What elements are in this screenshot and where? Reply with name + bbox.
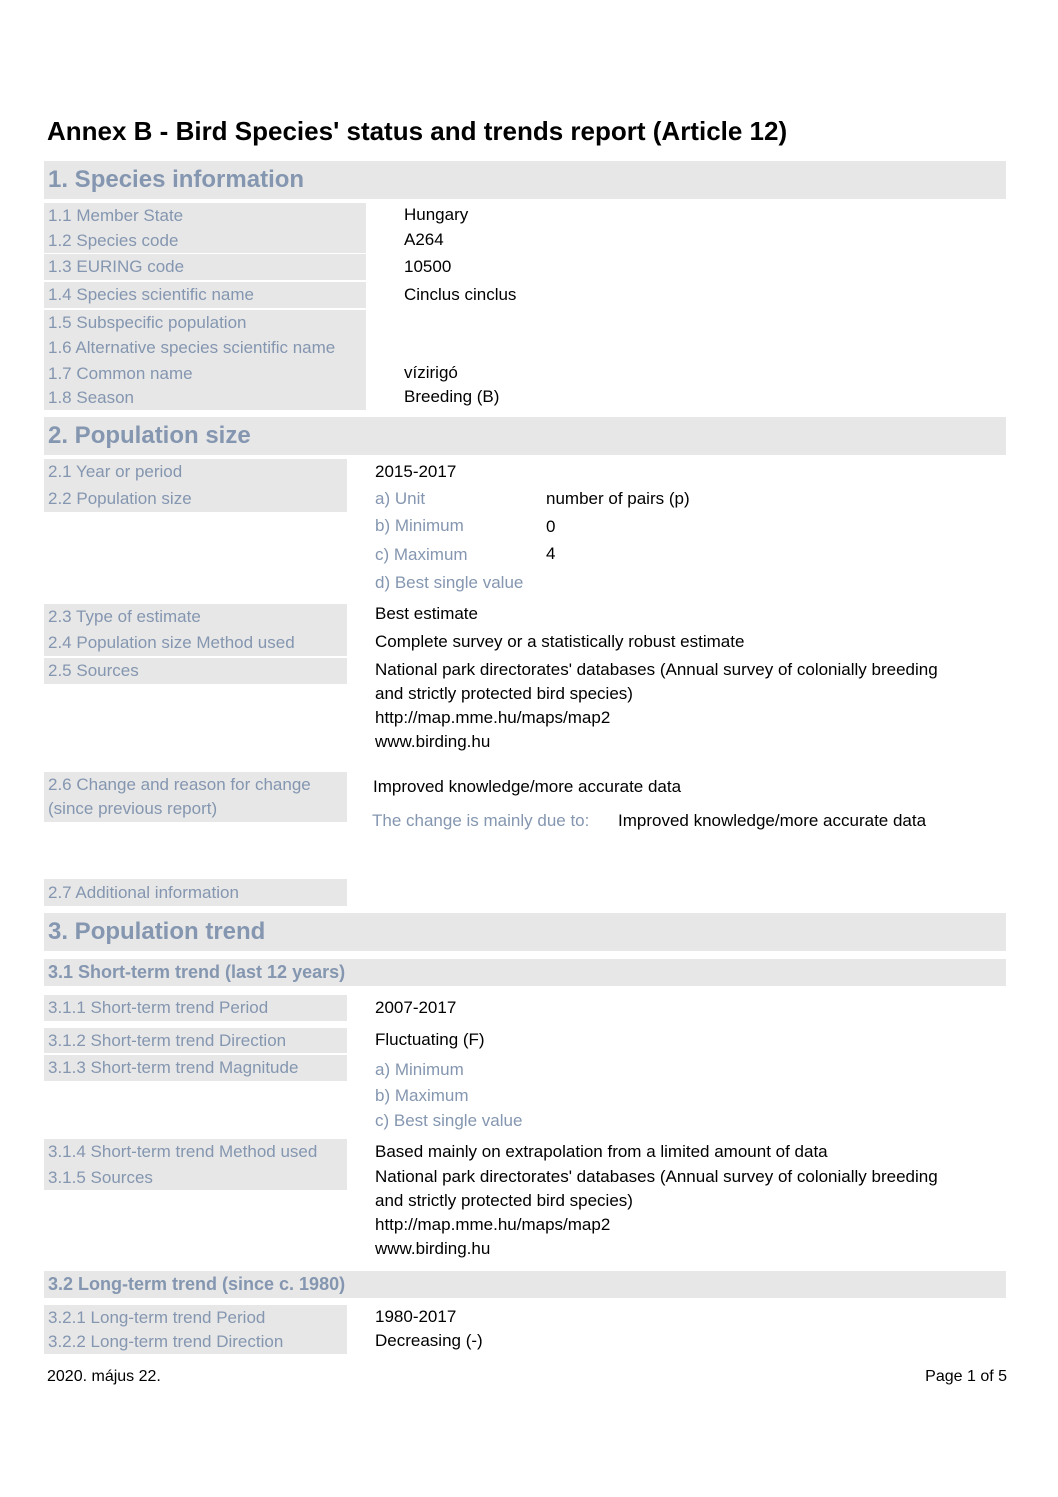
value-season: Breeding (B): [404, 387, 500, 406]
label-population-size: 2.2 Population size: [44, 485, 347, 512]
label-subspecific-population: 1.5 Subspecific population: [44, 310, 366, 335]
page-title: Annex B - Bird Species' status and trends report (Article 12): [47, 116, 788, 146]
value-common-name: vízirigó: [404, 363, 458, 382]
value-unit: number of pairs (p): [546, 489, 690, 508]
label-common-name: 1.7 Common name: [44, 361, 366, 386]
value-sources-line-4: www.birding.hu: [375, 732, 491, 751]
value-sources-line-3: http://map.mme.hu/maps/map2: [375, 708, 611, 727]
value-short-term-sources-line-2: and strictly protected bird species): [375, 1191, 633, 1210]
label-species-code: 1.2 Species code: [44, 228, 366, 253]
change-due-to-value: Improved knowledge/more accurate data: [618, 811, 927, 830]
sub-label-short-term-minimum: a) Minimum: [375, 1060, 464, 1079]
label-short-term-period: 3.1.1 Short-term trend Period: [44, 995, 347, 1021]
section-heading-population-trend: 3. Population trend: [44, 913, 1006, 951]
value-short-term-sources-line-3: http://map.mme.hu/maps/map2: [375, 1215, 611, 1234]
subsection-heading-long-term-trend: 3.2 Long-term trend (since c. 1980): [44, 1271, 1006, 1298]
value-short-term-period: 2007-2017: [375, 998, 457, 1017]
label-type-of-estimate: 2.3 Type of estimate: [44, 604, 347, 630]
label-short-term-direction: 3.1.2 Short-term trend Direction: [44, 1028, 347, 1053]
label-change-and-reason: [44, 772, 347, 822]
value-maximum: 4: [546, 544, 556, 563]
value-change: Improved knowledge/more accurate data: [373, 777, 682, 796]
sub-label-best-single-value: d) Best single value: [375, 573, 524, 592]
footer-page-number: Page 1 of 5: [925, 1368, 1007, 1385]
value-member-state: Hungary: [404, 205, 469, 224]
label-method-used: 2.4 Population size Method used: [44, 630, 347, 656]
sub-label-short-term-maximum: b) Maximum: [375, 1086, 469, 1105]
value-long-term-period: 1980-2017: [375, 1307, 457, 1326]
section-heading-population-size: 2. Population size: [44, 417, 1006, 455]
change-due-to-label: The change is mainly due to:: [372, 811, 590, 830]
label-change-line-2: (since previous report): [48, 799, 218, 818]
label-year-or-period: 2.1 Year or period: [44, 459, 347, 485]
label-euring-code: 1.3 EURING code: [44, 254, 366, 280]
value-euring-code: 10500: [404, 257, 452, 276]
label-member-state: 1.1 Member State: [44, 203, 366, 228]
label-additional-information: 2.7 Additional information: [44, 879, 347, 906]
subsection-heading-short-term-trend: 3.1 Short-term trend (last 12 years): [44, 959, 1006, 986]
value-species-code: A264: [404, 230, 444, 249]
section-heading-species-information: 1. Species information: [44, 161, 1006, 199]
label-long-term-direction: 3.2.2 Long-term trend Direction: [44, 1330, 347, 1354]
label-scientific-name: 1.4 Species scientific name: [44, 282, 366, 308]
label-short-term-method: 3.1.4 Short-term trend Method used: [44, 1139, 347, 1165]
footer-date: 2020. május 22.: [47, 1368, 161, 1385]
sub-label-unit: a) Unit: [375, 489, 426, 508]
value-short-term-sources-line-4: www.birding.hu: [375, 1239, 491, 1258]
label-short-term-magnitude: 3.1.3 Short-term trend Magnitude: [44, 1055, 347, 1081]
value-type-of-estimate: Best estimate: [375, 604, 478, 623]
sub-label-short-term-best-value: c) Best single value: [375, 1111, 523, 1130]
sub-label-minimum: b) Minimum: [375, 516, 464, 535]
value-method-used: Complete survey or a statistically robust estimate: [375, 632, 745, 651]
value-sources-line-2: and strictly protected bird species): [375, 684, 633, 703]
label-alternative-scientific-name: 1.6 Alternative species scientific name: [44, 335, 366, 361]
value-year-or-period: 2015-2017: [375, 462, 457, 481]
value-sources-line-1: National park directorates' databases (Annual survey of colonially breeding: [375, 660, 938, 679]
sub-label-maximum: c) Maximum: [375, 545, 468, 564]
label-change-line-1: 2.6 Change and reason for change: [48, 775, 311, 794]
label-sources: 2.5 Sources: [44, 658, 347, 684]
label-short-term-sources: 3.1.5 Sources: [44, 1165, 347, 1190]
value-minimum: 0: [546, 517, 556, 536]
label-season: 1.8 Season: [44, 386, 366, 410]
label-long-term-period: 3.2.1 Long-term trend Period: [44, 1305, 347, 1330]
value-short-term-sources-line-1: National park directorates' databases (Annual survey of colonially breeding: [375, 1167, 938, 1186]
value-scientific-name: Cinclus cinclus: [404, 285, 517, 304]
value-long-term-direction: Decreasing (-): [375, 1331, 483, 1350]
value-short-term-method: Based mainly on extrapolation from a limited amount of data: [375, 1142, 828, 1161]
value-short-term-direction: Fluctuating (F): [375, 1030, 485, 1049]
